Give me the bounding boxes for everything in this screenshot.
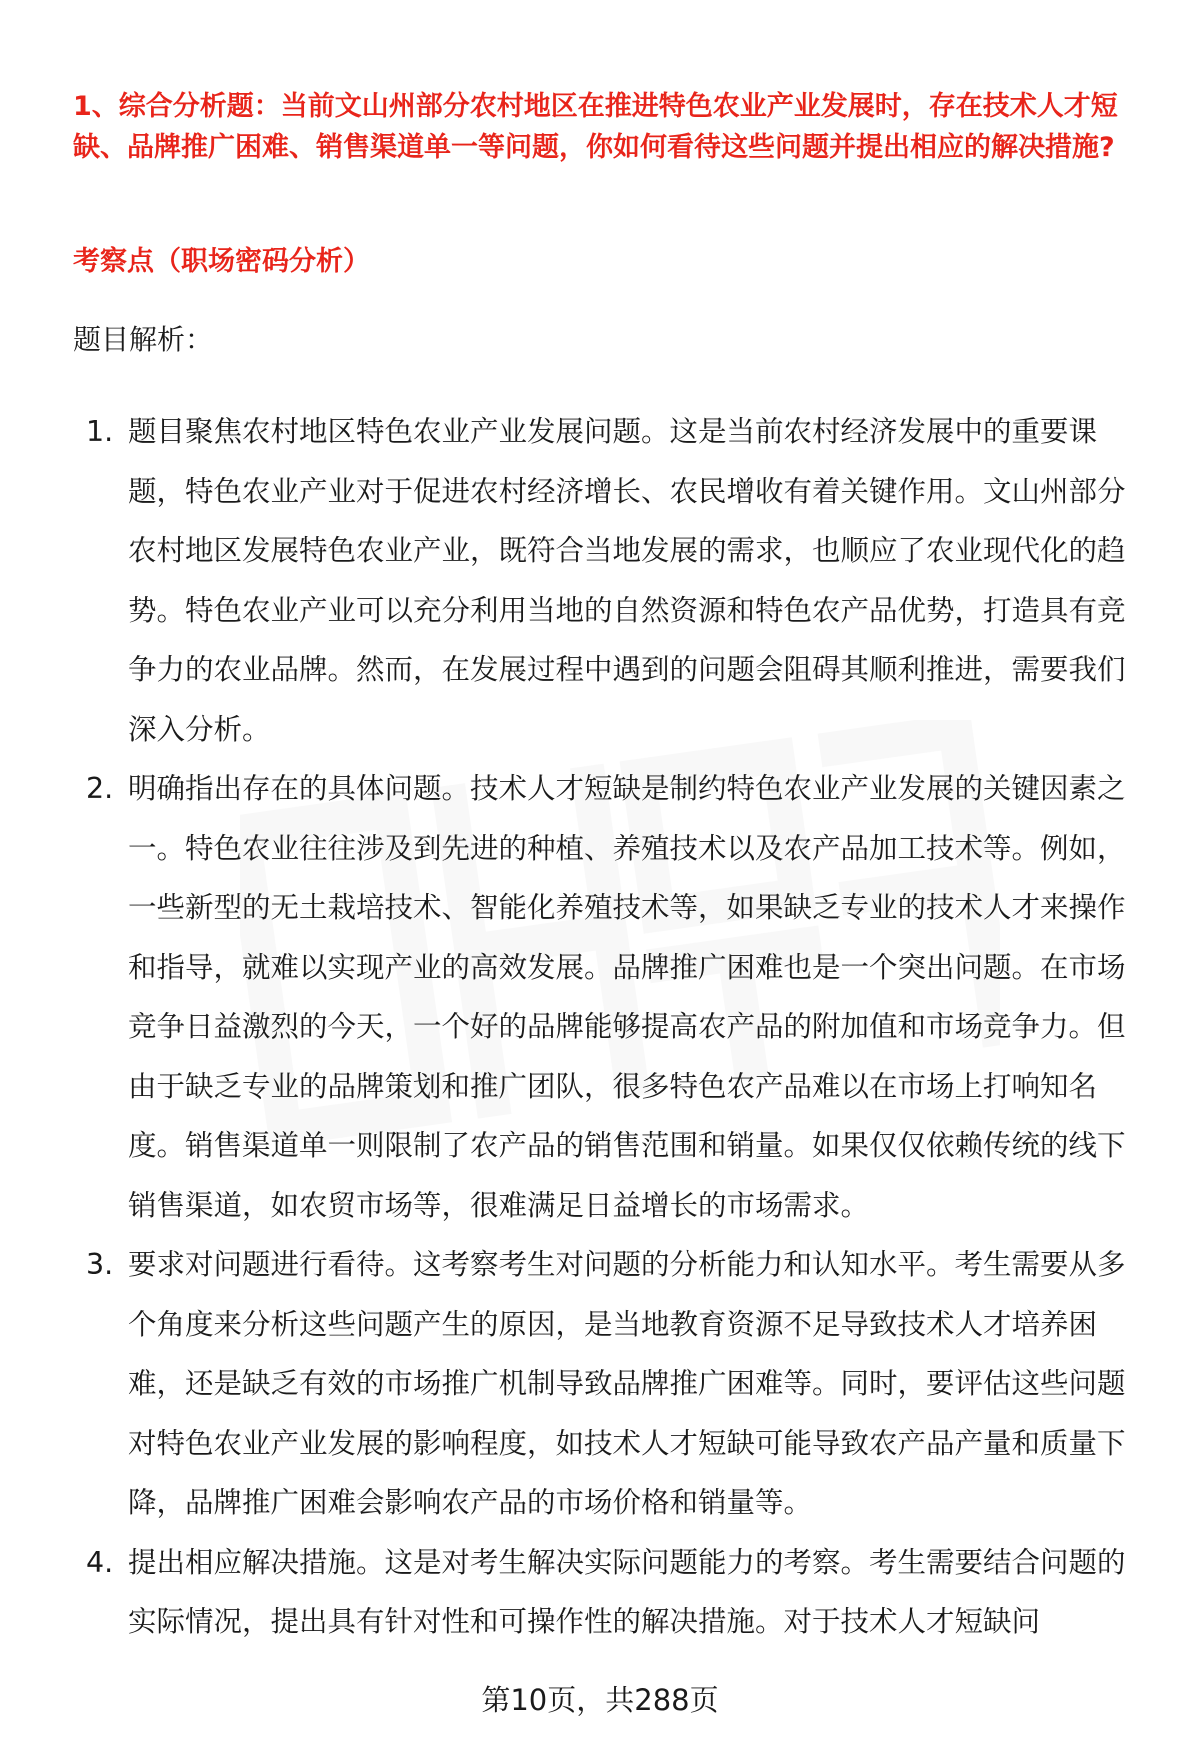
list-item-number: 1. [86,415,114,448]
list-item-number: 3. [86,1248,114,1281]
page-number-footer: 第10页，共288页 [481,1683,719,1717]
list-item-text: 要求对问题进行看待。这考察考生对问题的分析能力和认知水平。考生需要从多个角度来分析这些问题产生的原因，是当地教育资源不足导致技术人才培养困难，还是缺乏有效的市场推广机制导致品牌推广困难等。同时，要评估这些问题对特色农业产业发展的影响程度，如技术人才短缺可能导致农产品产量和质量下降，品牌推广困难会影响农产品的市场价格和销量等。 [128,1248,1126,1519]
section-title: 考察点（职场密码分析） [73,246,370,277]
list-item [0,759,1200,1235]
list-item [0,1235,1200,1533]
list-item [0,1533,1200,1652]
list-item [0,402,1200,759]
list-item-text: 明确指出存在的具体问题。技术人才短缺是制约特色农业产业发展的关键因素之一。特色农业往往涉及到先进的种植、养殖技术以及农产品加工技术等。例如，一些新型的无土栽培技术、智能化养殖技术等，如果缺乏专业的技术人才来操作和指导，就难以实现产业的高效发展。品牌推广困难也是一个突出问题。在市场竞争日益激烈的今天，一个好的品牌能够提高农产品的附加值和市场竞争力。但由于缺乏专业的品牌策划和推广团队，很多特色农产品难以在市场上打响知名度。销售渠道单一则限制了农产品的销售范围和销量。如果仅仅依赖传统的线下销售渠道，如农贸市场等，很难满足日益增长的市场需求。 [128,772,1126,1222]
question-heading: 1、综合分析题：当前文山州部分农村地区在推进特色农业产业发展时，存在技术人才短缺、品牌推广困难、销售渠道单一等问题，你如何看待这些问题并提出相应的解决措施? [73,91,1118,163]
list-item-text: 提出相应解决措施。这是对考生解决实际问题能力的考察。考生需要结合问题的实际情况，提出具有针对性和可操作性的解决措施。对于技术人才短缺问 [128,1545,1126,1638]
list-item-number: 4. [86,1545,114,1579]
analysis-label: 题目解析： [73,323,214,356]
analysis-points-list [0,402,1200,1652]
list-item-text: 题目聚焦农村地区特色农业产业发展问题。这是当前农村经济发展中的重要课题，特色农业产业对于促进农村经济增长、农民增收有着关键作用。文山州部分农村地区发展特色农业产业，既符合当地发展的需求，也顺应了农业现代化的趋势。特色农业产业可以充分利用当地的自然资源和特色农产品优势，打造具有竞争力的农业品牌。然而，在发展过程中遇到的问题会阻碍其顺利推进，需要我们深入分析。 [128,415,1126,746]
list-item-number: 2. [86,772,114,805]
